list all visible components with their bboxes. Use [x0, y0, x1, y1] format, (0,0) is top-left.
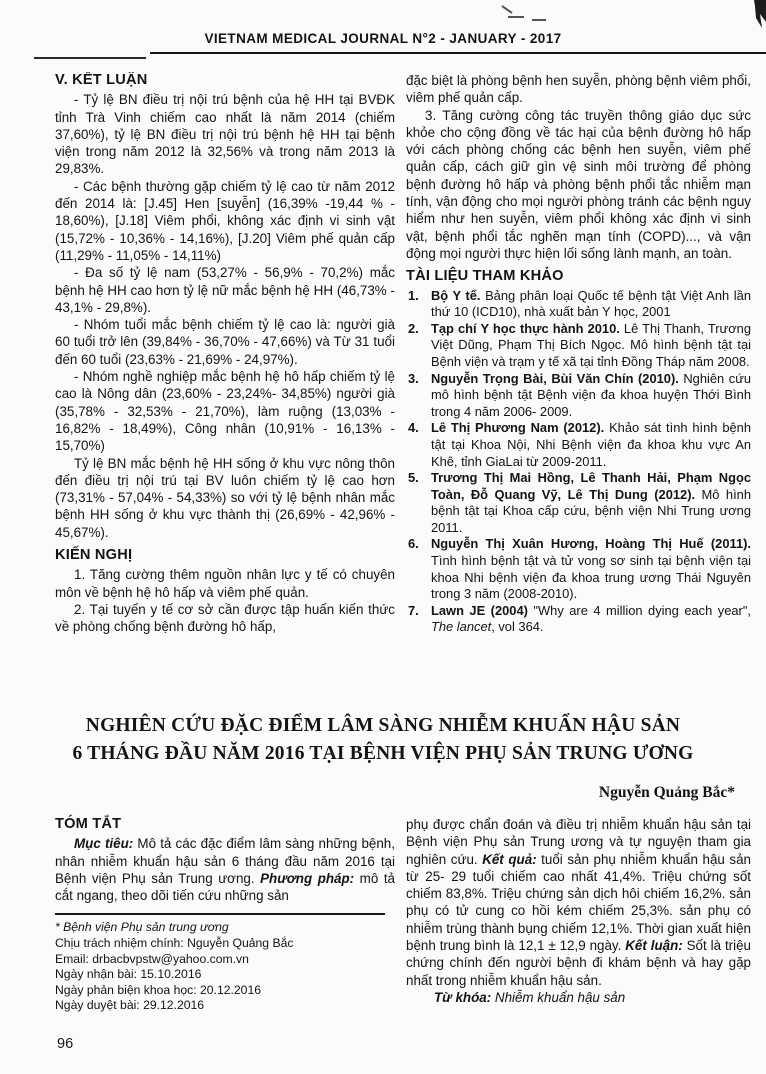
objective-text: Mô tả các đặc điểm lâm sàng những bệnh, nhân nhiễm khuẩn hậu sản 6 tháng đầu năm 2016 tại Bệnh viện Phụ sản Trung ương.: [55, 836, 395, 886]
article1-left-column: [55, 72, 395, 704]
conclusion-paragraph: - Các bệnh thường gặp chiếm tỷ lệ cao từ năm 2012 đến 2014 là: [J.45] Hen [suyễn] (16,39% -19,44 % - 18,60%), [J.18] Viêm phổi, không xác định vi sinh vật (15,72% - 10,36% - 14,16%), [J.20] Viêm phế quản cấp (11,29% - 11,05% - 14,11%): [55, 178, 395, 263]
article1-columns: [55, 72, 751, 704]
article2-right-column: [406, 816, 751, 1026]
reference-item: [406, 288, 751, 321]
keywords-line: [406, 989, 751, 1006]
reference-text: Bảng phân loại Quốc tế bệnh tật Việt Anh lần thứ 10 (ICD10), nhà xuất bản Y học, 2001: [431, 287, 751, 320]
abstract-paragraph-left: [55, 835, 395, 904]
reference-item: [406, 603, 751, 636]
reference-text: Khảo sát tình hình bệnh tật tại Khoa Nội, Nhi Bệnh viện đa khoa khu vực An Khê, tỉnh GiaLai từ 2009-2011.: [431, 420, 751, 469]
reference-item: [406, 371, 751, 421]
conclusion-heading: V. KẾT LUẬN: [55, 72, 148, 88]
conclusion-paragraph: - Đa số tỷ lệ nam (53,27% - 56,9% - 70,2%) mắc bệnh hệ HH cao hơn tỷ lệ nữ mắc bệnh hệ HH (46,73% - 43,1% - 29,8%).: [55, 265, 395, 315]
reference-number: 3.: [408, 370, 419, 386]
references-list: [406, 288, 751, 636]
journal-header-title: VIETNAM MEDICAL JOURNAL N°2 - JANUARY - 2017: [204, 31, 562, 46]
footnote-review-date: Ngày phản biện khoa học: 20.12.2016: [55, 982, 261, 997]
reference-text: , vol 364.: [491, 619, 544, 635]
reference-number: 5.: [408, 470, 419, 486]
pen-scribble-mark: [498, 2, 588, 26]
results-text: tuổi sản phụ nhiễm khuẩn hậu sản từ 25- 29 tuổi chiếm cao nhất 41,4%. Triệu chứng sốt chiếm 83,8%. Triệu chứng sản dịch hôi chiếm 16,2%. sản phụ có tử cung co hồi kém chiếm 25,3%. sản phụ có nhiễm trùng thành bụng chiếm 12,1%. Thời gian xuất hiện bệnh trung bình là 12,1 ± 12,9 ngày.: [406, 851, 751, 954]
abstract-heading: TÓM TẮT: [55, 816, 122, 832]
conclusion-continued-paragraph: đặc biệt là phòng bệnh hen suyễn, phòng bệnh viêm phổi, viêm phế quản cấp.: [406, 73, 751, 106]
footnote-responsible: Chịu trách nhiệm chính: Nguyễn Quảng Bắc: [55, 936, 294, 951]
reference-journal-name: The lancet: [431, 619, 492, 635]
reference-item: [406, 420, 751, 470]
references-heading: TÀI LIỆU THAM KHẢO: [406, 268, 564, 285]
results-label: Kết quả:: [482, 851, 537, 867]
reference-item: [406, 321, 751, 371]
reference-source: Bộ Y tế.: [431, 287, 481, 303]
reference-number: 4.: [408, 420, 419, 436]
reference-text: Tình hình bệnh tật và tử vong sơ sinh tại bệnh viện tại khoa Nhi bệnh viện đa khoa trung ương Thái Nguyên trong 3 năm (2008-2010).: [431, 553, 751, 602]
reference-number: 6.: [408, 536, 419, 552]
methods-label: Phương pháp:: [260, 870, 355, 886]
footnote-rule: [55, 913, 385, 915]
reference-source: Trương Thị Mai Hồng, Lê Thanh Hải, Phạm Ngọc Toàn, Đỗ Quang Vỹ, Lê Thị Dung (2012).: [431, 470, 751, 502]
article2-author: Nguyễn Quảng Bắc*: [598, 784, 735, 801]
article2-left-column: [55, 816, 395, 1026]
reference-source: Nguyễn Thị Xuân Hương, Hoàng Thị Huế (2011).: [431, 536, 751, 552]
conclusion-text: Sốt là triệu chứng chính đến người bệnh đi khám bệnh và hay gặp nhất trong nhiễm khuẩn hậu sản.: [406, 938, 751, 988]
article2-columns: [55, 816, 751, 1026]
abstract-paragraph-right: [406, 816, 751, 989]
reference-item: [406, 536, 751, 602]
article1-right-column: [406, 72, 751, 704]
reference-number: 1.: [408, 287, 419, 303]
reference-source: Tạp chí Y học thực hành 2010.: [431, 320, 620, 336]
reference-source: Lawn JE (2004): [431, 602, 528, 618]
footnote-email: Email: drbacbvpstw@yahoo.com.vn: [55, 951, 249, 966]
article2-title-line1: NGHIÊN CỨU ĐẶC ĐIỂM LÂM SÀNG NHIỄM KHUẨN HẬU SẢN: [85, 715, 681, 736]
conclusion-paragraph: - Nhóm tuổi mắc bệnh chiếm tỷ lệ cao là: người già 60 tuổi trở lên (39,84% - 36,70% - 47,66%) và Từ 31 tuổi đến 60 tuổi (23,63% - 21,69% - 24,97%).: [55, 317, 395, 367]
footnote-affiliation: * Bệnh viện Phụ sản trung ương: [55, 920, 229, 935]
keywords-text: Nhiễm khuẩn hậu sản: [491, 989, 626, 1005]
reference-text: Nghiên cứu mô hình bệnh tật Bệnh viện đa khoa huyện Thới Bình trong 4 năm 2006- 2009.: [431, 370, 751, 419]
reference-number: 2.: [408, 320, 419, 336]
methods-text: mô tả cắt ngang, theo dõi tiến cứu những sản: [55, 870, 395, 904]
footnote-block: [55, 913, 395, 1014]
recommendation-paragraph: 1. Tăng cường thêm nguồn nhân lực y tế có chuyên môn về bệnh hệ hô hấp và viêm phế quản.: [55, 567, 395, 600]
conclusion-paragraph: - Nhóm nghề nghiệp mắc bệnh hệ hô hấp chiếm tỷ lệ cao là Nông dân (23,60% - 23,24%- 34,85%) người già (35,78% - 32,53% - 21,70%), làm ruộng (13,03% - 16,82% - 18,49%), Công nhân (10,91% - 16,13% - 15,70%): [55, 369, 395, 454]
conclusion-paragraph: Tỷ lệ BN mắc bệnh hệ HH sống ở khu vực nông thôn đến điều trị nội trú tại BV luôn chiếm tỷ lệ cao hơn (73,31% - 57,04% - 54,33%) so với tỷ lệ bệnh nhân mắc bệnh HH sống ở khu vực thành thị (26,69% - 42,96% - 45,67%).: [55, 455, 395, 540]
footnote-accepted-date: Ngày duyệt bài: 29.12.2016: [55, 998, 205, 1013]
abstract-continuation-text: phụ được chẩn đoán và điều trị nhiễm khuẩn hậu sản tại Bệnh viện Phụ sản Trung ương và tự nguyện tham gia nghiên cứu.: [406, 817, 751, 867]
footnote-received-date: Ngày nhận bài: 15.10.2016: [55, 967, 202, 982]
conclusion-label: Kết luận:: [625, 938, 683, 954]
header-rule: [150, 52, 766, 54]
keywords-label: Từ khóa:: [434, 989, 492, 1005]
page-number: 96: [57, 1036, 74, 1052]
reference-item: [406, 470, 751, 536]
objective-label: Mục tiêu:: [74, 836, 134, 852]
conclusion-paragraph: - Tỷ lệ BN điều trị nội trú bệnh của hệ HH tại BVĐK tỉnh Trà Vinh chiếm cao nhất là năm 2014 (chiếm 37,60%), tỷ lệ BN điều trị nội trú bệnh hệ HH tại bệnh viện trong năm 2012 là 32,56% và trong năm 2013 là 29,83%.: [55, 92, 395, 177]
article2-title-line2: 6 THÁNG ĐẦU NĂM 2016 TẠI BỆNH VIỆN PHỤ SẢN TRUNG ƯƠNG: [72, 742, 694, 764]
reference-text: Lê Thị Thanh, Trương Việt Dũng, Phạm Thị Bích Ngọc. Mô hình bệnh tật tại Bệnh viện và trạm y tế xã tại tỉnh Đồng Tháp năm 2008.: [431, 320, 751, 369]
article2-title: [0, 712, 766, 767]
header-rule-left-segment: [34, 57, 146, 59]
reference-text: "Why are 4 million dying each year",: [527, 602, 751, 618]
recommendation-heading: KIẾN NGHỊ: [55, 547, 133, 564]
reference-source: Lê Thị Phương Nam (2012).: [431, 420, 605, 436]
reference-text: Mô hình bệnh tật tại Khoa cấp cứu, bệnh viện Nhi Trung ương 2011.: [431, 486, 751, 535]
reference-source: Nguyễn Trọng Bài, Bùi Văn Chín (2010).: [431, 370, 679, 386]
recommendation-paragraph: 2. Tại tuyến y tế cơ sở cần được tập huấn kiến thức về phòng chống bệnh đường hô hấp,: [55, 601, 395, 635]
reference-number: 7.: [408, 602, 419, 618]
conclusion-paragraph: 3. Tăng cường công tác truyền thông giáo dục sức khỏe cho cộng đồng về tác hại của bệnh đường hô hấp với cách phòng chống các bệnh hen suyễn, viêm phế quản cấp, cách giữ gìn vệ sinh môi trường để phòng bệnh đường hô hấp và phòng bệnh phổi tắc nhiễm mạn tính, vận động cho mọi người phòng tránh các bệnh nguy hiểm như hen suyễn, viêm phổi không xác định vi sinh vật, bệnh phổi tắc nghẽn mạn tính (COPD)..., và vận động mọi người thực hiện lối sống lành mạnh, an toàn.: [406, 107, 751, 261]
